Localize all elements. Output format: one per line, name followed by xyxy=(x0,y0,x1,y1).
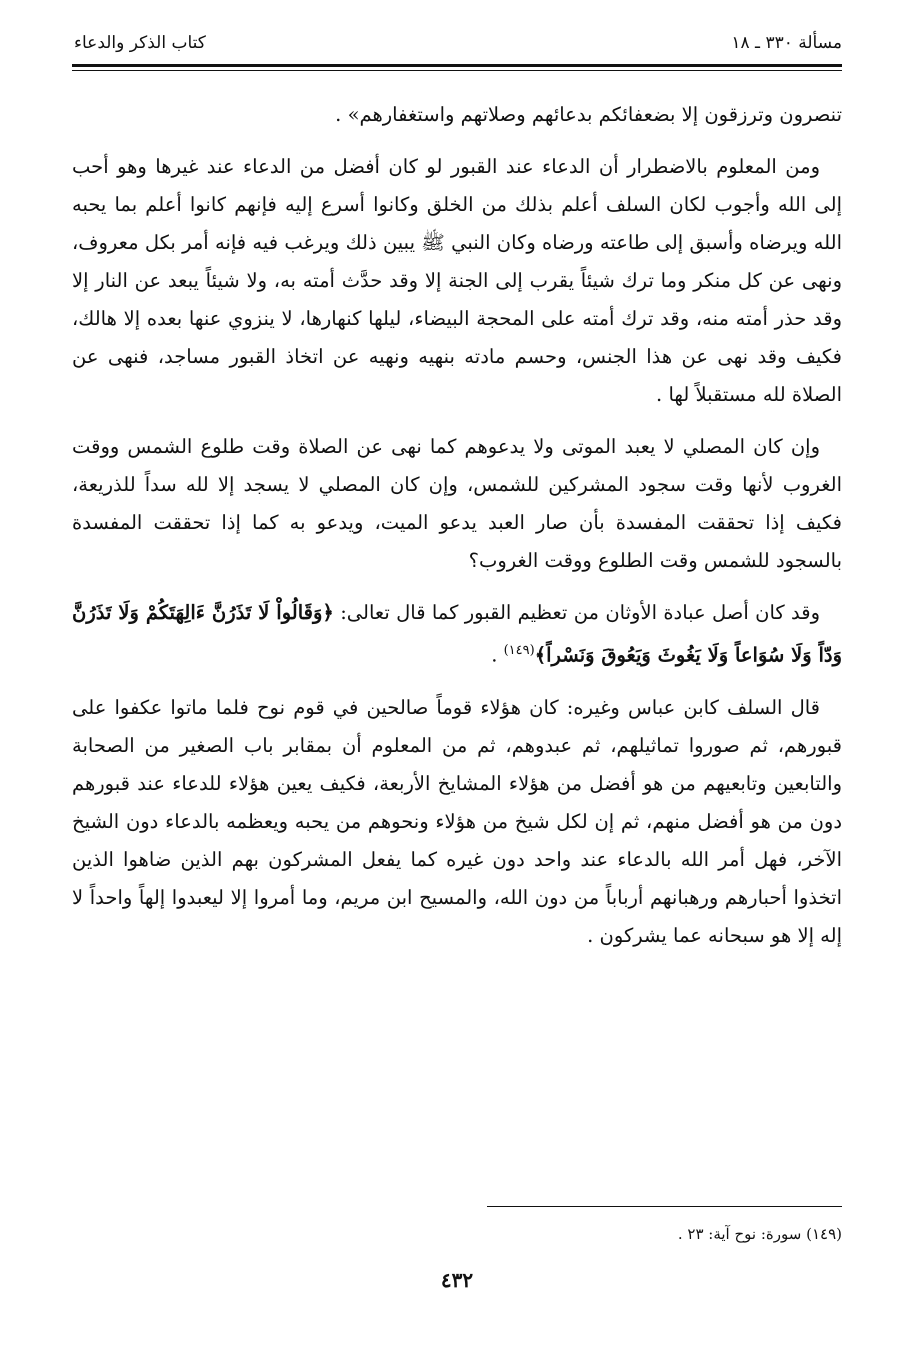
paragraph-2: ومن المعلوم بالاضطرار أن الدعاء عند القبور لو كان أفضل من الدعاء عند غيرها وهو أحب إلى الله وأجوب لكان السلف أعلم بذلك من الخلق وكانوا أسرع إليه فإنهم كانوا أعلم بما يحبه الله ويرضاه وأسبق إلى طاعته ورضاه وكان النبي ﷺ يبين ذلك ويرغب فيه فإنه أمر بكل معروف، ونهى عن كل منكر وما ترك شيئاً يقرب إلى الجنة إلا وقد حدَّث أمته به، ولا شيئاً يبعد عن النار إلا وقد حذر أمته منه، وقد ترك أمته على المحجة البيضاء، ليلها كنهارها، لا ينزوي عنها بعده إلا هالك، فكيف وقد نهى عن هذا الجنس، وحسم مادته بنهيه ونهيه عن اتخاذ القبور مساجد، فنهى عن الصلاة لله مستقبلاً لها . xyxy=(72,155,842,406)
header-book-title: كتاب الذكر والدعاء xyxy=(74,33,206,53)
book-page xyxy=(72,28,842,1328)
header-rule-thin xyxy=(72,70,842,71)
footnote: (١٤٩) سورة: نوح آية: ٢٣ . xyxy=(677,1225,842,1243)
paragraph-1: تنصرون وترزقون إلا بضعفائكم بدعائهم وصلاتهم واستغفارهم» . xyxy=(335,103,842,126)
header-rule-thick xyxy=(72,64,842,67)
quran-intro: وقد كان أصل عبادة الأوثان من تعظيم القبور كما قال تعالى: xyxy=(340,601,820,624)
body-text xyxy=(72,96,842,969)
footnote-ref: (١٤٩) xyxy=(503,643,535,658)
page-header xyxy=(72,28,842,62)
page-number: ٤٣٢ xyxy=(440,1268,474,1292)
header-issue-number: مسألة ٣٣٠ ـ ١٨ xyxy=(731,33,842,53)
paragraph-4: قال السلف كابن عباس وغيره: كان هؤلاء قوماً صالحين في قوم نوح فلما ماتوا عكفوا على قبورهم، ثم صوروا تماثيلهم، ثم عبدوهم، ثم من المعلوم أن بمقابر باب الصغير من الصحابة والتابعين وتابعيهم من هو أفضل من هؤلاء المشايخ الأربعة، فكيف يعين هؤلاء للدعاء عند قبورهم دون من هو أفضل منهم، ثم إن لكل شيخ من هؤلاء ونحوهم من يحبه ويعظمه بالدعاء دون الشيخ الآخر، فهل أمر الله بالدعاء عند واحد دون غيره كما يفعل المشركون بهم الذين ضاهوا الذين اتخذوا أحبارهم ورهبانهم أرباباً من دون الله، والمسيح ابن مريم، وما أمروا إلا ليعبدوا إلهاً واحداً لا إله إلا هو سبحانه عما يشركون . xyxy=(72,695,842,947)
quran-end: . xyxy=(491,643,498,667)
footnote-divider xyxy=(487,1206,842,1207)
paragraph-quran xyxy=(72,594,842,675)
quran-verse: ﴿وَقَالُواْ لَا تَذَرُنَّ ءَالِهَتَكُمْ وَلَا تَذَرُنَّ وَدّاً وَلَا سُوَاعاً وَلَا يَغُوثَ وَيَعُوقَ وَنَسْراً﴾ xyxy=(72,601,842,667)
paragraph-3: وإن كان المصلي لا يعبد الموتى ولا يدعوهم كما نهى عن الصلاة وقت طلوع الشمس ووقت الغروب لأنها وقت سجود المشركين للشمس، وإن كان المصلي لا يسجد إلا لله سداً للذريعة، فكيف إذا تحققت المفسدة بأن صار العبد يدعو الميت، ويدعو به كما إذا تحققت المفسدة بالسجود للشمس وقت الطلوع ووقت الغروب؟ xyxy=(72,435,842,572)
